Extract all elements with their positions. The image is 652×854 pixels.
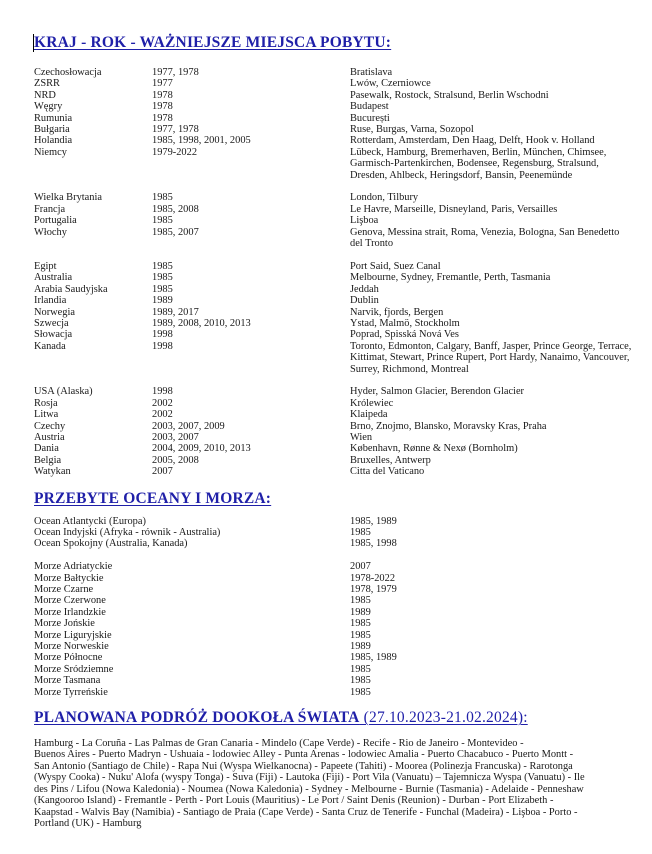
country-years: 1977 [152, 78, 173, 90]
country-years: 1985 [152, 215, 173, 227]
sea-row [34, 618, 634, 629]
country-years: 1978 [152, 101, 173, 113]
country-name: Rosja [34, 397, 58, 409]
country-row [34, 101, 634, 112]
sea-years: 1985 [350, 629, 371, 641]
sea-name: Morze Bałtyckie [34, 572, 104, 584]
country-years: 1978 [152, 89, 173, 101]
country-name: Wielka Brytania [34, 192, 102, 204]
ocean-name: Ocean Indyjski (Afryka - równik - Australia) [34, 526, 221, 538]
country-years: 1998 [152, 340, 173, 352]
country-name: Australia [34, 272, 73, 284]
country-row [34, 307, 634, 318]
country-row [34, 192, 634, 203]
country-name: Norwegia [34, 306, 75, 318]
trip-route [34, 738, 634, 829]
row-spacer [34, 375, 634, 386]
country-years: 2002 [152, 409, 173, 421]
country-row [34, 147, 634, 181]
country-years: 1989, 2008, 2010, 2013 [152, 317, 251, 329]
countries-table [34, 67, 634, 478]
country-row [34, 124, 634, 135]
country-years: 1985 [152, 283, 173, 295]
sea-row [34, 630, 634, 641]
country-years: 1979-2022 [152, 146, 198, 158]
country-row [34, 215, 634, 226]
country-row [34, 398, 634, 409]
country-places: Toronto, Edmonton, Calgary, Banff, Jasper, Prince George, Terrace, Kittimat, Stewart, Prince Rupert, Port Hardy, Nanaimo, Vancouver, Surrey, Richmond, Montreal [350, 340, 632, 375]
sea-row [34, 664, 634, 675]
sea-years: 2007 [350, 561, 371, 573]
country-name: Holandia [34, 135, 73, 147]
country-name: Włochy [34, 226, 67, 238]
ocean-row [34, 516, 634, 527]
route-line: Kaapstad - Walvis Bay (Namibia) - Santiago de Praia (Cape Verde) - Santa Cruz de Tenerife - Funchal (Madeira) - Lişboa - Porto - [34, 806, 578, 818]
row-spacer [34, 249, 634, 260]
text-cursor [33, 34, 34, 52]
country-row [34, 421, 634, 432]
route-line: Buenos Aires - Puerto Madryn - Ushuaia - lodowiec Alley - Punta Arenas - lodowiec Amalia - Puerto Chacabuco - Puerto Montt - [34, 749, 574, 761]
sea-row [34, 641, 634, 652]
sea-name: Morze Czerwone [34, 595, 106, 607]
country-row [34, 318, 634, 329]
country-row [34, 67, 634, 78]
sea-name: Morze Norweskie [34, 641, 109, 653]
country-years: 2002 [152, 397, 173, 409]
country-row [34, 113, 634, 124]
trip-heading [34, 708, 652, 727]
trip-title: PLANOWANA PODRÓŻ DOOKOŁA ŚWIATA [34, 709, 360, 727]
sea-name: Morze Irlandzkie [34, 606, 106, 618]
country-name: Niemcy [34, 146, 67, 158]
country-places: Melbourne, Sydney, Fremantle, Perth, Tasmania [350, 272, 551, 284]
ocean-years: 1985, 1998 [350, 538, 397, 550]
country-row [34, 261, 634, 272]
sea-row [34, 675, 634, 686]
country-places: Le Havre, Marseille, Disneyland, Paris, Versailles [350, 203, 558, 215]
country-places: Poprad, Spisská Nová Ves [350, 329, 459, 341]
country-places: Klaipeda [350, 409, 388, 421]
country-years: 1998 [152, 386, 173, 398]
country-places: London, Tilbury [350, 192, 419, 204]
country-places: Brno, Znojmo, Blansko, Moravsky Kras, Praha [350, 420, 547, 432]
country-places: Port Said, Suez Canal [350, 260, 441, 272]
country-places: Narvik, fjords, Bergen [350, 306, 444, 318]
country-name: Węgry [34, 101, 63, 113]
country-name: Francja [34, 203, 66, 215]
sea-name: Morze Śródziemne [34, 663, 114, 675]
country-row [34, 386, 634, 397]
country-years: 1985, 2008 [152, 203, 199, 215]
ocean-row [34, 527, 634, 538]
country-years: 1985 [152, 272, 173, 284]
country-name: Egipt [34, 260, 57, 272]
country-places: Genova, Messina strait, Roma, Venezia, Bologna, San Benedetto del Tronto [350, 226, 620, 250]
country-row [34, 295, 634, 306]
country-places: Bratislava [350, 67, 393, 78]
sea-name: Morze Czarne [34, 584, 94, 595]
sea-years: 1985, 1989 [350, 652, 397, 664]
country-places: Citta del Vaticano [350, 466, 425, 478]
country-name: Litwa [34, 409, 59, 421]
route-line: (Wyspy Cooka) - Nuku' Alofa (wyspy Tonga) - Suva (Fiji) - Lautoka (Fiji) - Port Vila (Vanuatu) – Tajemnicza Wyspa (Vanuatu) - Ile [34, 772, 585, 784]
route-line: Portland (UK) - Hamburg [34, 817, 142, 829]
sea-row [34, 607, 634, 618]
country-row [34, 90, 634, 101]
oceans-table [34, 516, 634, 550]
country-places: Ystad, Malmö, Stockholm [350, 317, 460, 329]
sea-years: 1978-2022 [350, 572, 396, 584]
sea-years: 1989 [350, 641, 371, 653]
country-row [34, 272, 634, 283]
country-row [34, 443, 634, 454]
sea-name: Morze Tyrreńskie [34, 686, 108, 698]
sea-row [34, 584, 634, 595]
ocean-years: 1985 [350, 526, 371, 538]
country-places: Lişboa [350, 215, 379, 227]
country-name: Czechy [34, 420, 66, 432]
country-name: Dania [34, 443, 59, 455]
ocean-name: Ocean Atlantycki (Europa) [34, 515, 146, 527]
country-years: 2007 [152, 466, 173, 478]
sea-years: 1985 [350, 663, 371, 675]
sea-row [34, 652, 634, 663]
sea-name: Morze Północne [34, 652, 103, 664]
country-row [34, 204, 634, 215]
country-places: Bruxelles, Antwerp [350, 454, 431, 466]
sea-row [34, 687, 634, 698]
country-name: Bułgaria [34, 124, 70, 136]
country-row [34, 466, 634, 477]
ocean-name: Ocean Spokojny (Australia, Kanada) [34, 538, 188, 550]
sea-row [34, 595, 634, 606]
country-name: USA (Alaska) [34, 386, 93, 398]
country-name: Arabia Saudyjska [34, 283, 108, 295]
sea-name: Morze Tasmana [34, 675, 101, 687]
country-years: 1985, 1998, 2001, 2005 [152, 135, 251, 147]
route-line: des Pins / Lifou (Nowa Kaledonia) - Noumea (Nowa Kaledonia) - Sydney - Melbourne - Burnie (Tasmania) - Adelaide - Penneshaw [34, 783, 584, 795]
country-years: 2004, 2009, 2010, 2013 [152, 443, 251, 455]
country-row [34, 135, 634, 146]
country-years: 1985 [152, 260, 173, 272]
country-row [34, 432, 634, 443]
route-line: (Kangooroo Island) - Fremantle - Perth - Port Louis (Mauritius) - Le Port / Saint Denis (Reunion) - Durban - Port Elizabeth - [34, 795, 554, 807]
trip-dates: (27.10.2023-21.02.2024): [359, 709, 528, 727]
country-places: Wien [350, 431, 373, 443]
sea-name: Morze Liguryjskie [34, 629, 112, 641]
country-row [34, 455, 634, 466]
country-places: Lübeck, Hamburg, Bremerhaven, Berlin, München, Chimsee, Garmisch-Partenkirchen, Bodensee, Regensburg, Stralsund, Dresden, Ahlbeck, Heringsdorf, Bansin, Peenemünde [350, 146, 607, 181]
country-name: Austria [34, 431, 65, 443]
country-name: Watykan [34, 466, 71, 478]
country-places: Królewiec [350, 397, 394, 409]
seas-table [34, 561, 634, 698]
sea-name: Morze Adriatyckie [34, 561, 113, 573]
oceans-heading: PRZEBYTE OCEANY I MORZA: [34, 489, 272, 507]
country-name: Irlandia [34, 295, 67, 307]
country-places: København, Rønne & Nexø (Bornholm) [350, 443, 518, 455]
country-places: Rotterdam, Amsterdam, Den Haag, Delft, Hook v. Holland [350, 135, 595, 147]
country-years: 1985 [152, 192, 173, 204]
country-row [34, 284, 634, 295]
country-name: Słowacja [34, 329, 73, 341]
country-name: Portugalia [34, 215, 77, 227]
country-years: 2005, 2008 [152, 454, 199, 466]
country-years: 1977, 1978 [152, 67, 199, 78]
country-years: 1985, 2007 [152, 226, 199, 238]
sea-years: 1978, 1979 [350, 584, 397, 595]
country-places: Lwów, Czerniowce [350, 78, 431, 90]
country-places: Budapest [350, 101, 389, 113]
country-row [34, 329, 634, 340]
country-name: ZSRR [34, 78, 60, 90]
countries-heading [34, 33, 652, 52]
sea-years: 1985 [350, 618, 371, 630]
ocean-row [34, 538, 634, 549]
sea-years: 1985 [350, 675, 371, 687]
country-name: Czechosłowacja [34, 67, 102, 78]
route-line: San Antonio (Santiago de Chile) - Rapa Nui (Wyspa Wielkanocna) - Papeete (Tahiti) - Moorea (Polinezja Francuska) - Rarotonga [34, 760, 573, 772]
country-row [34, 341, 634, 375]
ocean-years: 1985, 1989 [350, 515, 397, 527]
country-years: 1989 [152, 295, 173, 307]
country-years: 2003, 2007 [152, 431, 199, 443]
country-row [34, 409, 634, 420]
country-years: 2003, 2007, 2009 [152, 420, 225, 432]
country-years: 1998 [152, 329, 173, 341]
country-name: Szwecja [34, 317, 69, 329]
country-name: NRD [34, 89, 56, 101]
country-places: București [350, 112, 390, 124]
countries-heading-text: KRAJ - ROK - WAŻNIEJSZE MIEJSCA POBYTU: [34, 34, 392, 51]
sea-row [34, 561, 634, 572]
country-name: Kanada [34, 340, 66, 352]
country-years: 1977, 1978 [152, 124, 199, 136]
country-years: 1989, 2017 [152, 306, 199, 318]
route-line: Hamburg - La Coruña - Las Palmas de Gran Canaria - Mindelo (Cape Verde) - Recife - Rio de Janeiro - Montevideo - [34, 738, 524, 750]
country-name: Belgia [34, 454, 62, 466]
sea-years: 1989 [350, 606, 371, 618]
country-places: Pasewalk, Rostock, Stralsund, Berlin Wschodni [350, 89, 549, 101]
country-name: Rumunia [34, 112, 73, 124]
row-spacer [34, 181, 634, 192]
sea-row [34, 573, 634, 584]
country-places: Ruse, Burgas, Varna, Sozopol [350, 124, 474, 136]
sea-years: 1985 [350, 686, 371, 698]
sea-name: Morze Jońskie [34, 618, 95, 630]
country-places: Dublin [350, 295, 379, 307]
sea-years: 1985 [350, 595, 371, 607]
country-places: Hyder, Salmon Glacier, Berendon Glacier [350, 386, 525, 398]
country-row [34, 78, 634, 89]
country-places: Jeddah [350, 283, 379, 295]
country-row [34, 227, 634, 250]
country-years: 1978 [152, 112, 173, 124]
